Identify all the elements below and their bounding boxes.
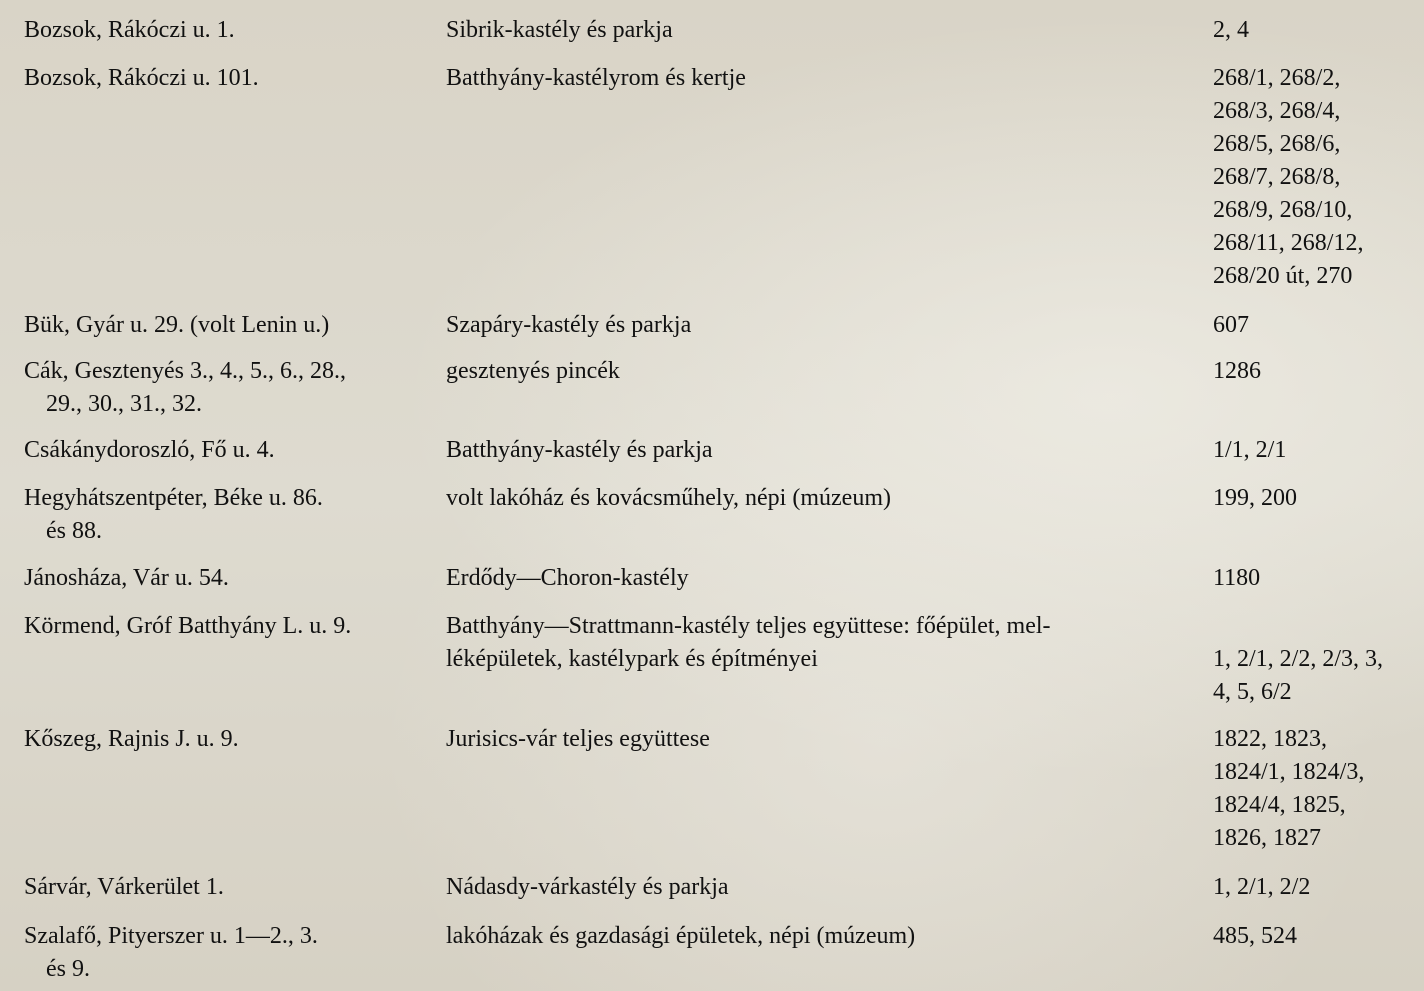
parcel-number-cell xyxy=(1213,309,1413,342)
monument-name-cell xyxy=(446,562,1206,595)
monument-name: léképületek, kastélypark és építményei xyxy=(446,646,818,672)
parcel-number-cell xyxy=(1213,62,1413,293)
parcel-numbers: 607 xyxy=(1213,312,1249,338)
parcel-numbers: 268/9, 268/10, xyxy=(1213,197,1353,223)
parcel-numbers: 268/20 út, 270 xyxy=(1213,263,1353,289)
parcel-numbers: 485, 524 xyxy=(1213,923,1297,949)
parcel-number-cell xyxy=(1213,355,1413,388)
location-line: Hegyhátszentpéter, Béke u. 86. xyxy=(24,485,323,511)
location-cell xyxy=(24,355,404,421)
location-line: Csákánydoroszló, Fő u. 4. xyxy=(24,437,275,463)
parcel-numbers: 1824/4, 1825, xyxy=(1213,792,1346,818)
monument-name: Batthyány—Strattmann-kastély teljes együttese: főépület, mel- xyxy=(446,613,1051,639)
parcel-numbers: 1286 xyxy=(1213,358,1261,384)
parcel-numbers: 199, 200 xyxy=(1213,485,1297,511)
parcel-numbers xyxy=(1213,610,1413,643)
location-cell xyxy=(24,434,404,467)
parcel-numbers: 1, 2/1, 2/2 xyxy=(1213,874,1311,900)
location-cell xyxy=(24,482,404,548)
monument-name: Szapáry-kastély és parkja xyxy=(446,312,692,338)
location-line: Jánosháza, Vár u. 54. xyxy=(24,565,229,591)
parcel-number-cell xyxy=(1213,920,1413,953)
location-cell xyxy=(24,14,404,47)
parcel-number-cell xyxy=(1213,610,1413,709)
location-line: Szalafő, Pityerszer u. 1—2., 3. xyxy=(24,923,318,949)
parcel-numbers: 1, 2/1, 2/2, 2/3, 3, xyxy=(1213,646,1384,672)
location-line: Kőszeg, Rajnis J. u. 9. xyxy=(24,726,239,752)
parcel-number-cell xyxy=(1213,482,1413,515)
location-line: és 9. xyxy=(46,956,90,982)
parcel-number-cell xyxy=(1213,434,1413,467)
parcel-numbers: 1180 xyxy=(1213,565,1261,591)
monument-name-cell xyxy=(446,871,1206,904)
location-line: Körmend, Gróf Batthyány L. u. 9. xyxy=(24,613,352,639)
location-cell xyxy=(24,920,404,986)
monument-name-cell xyxy=(446,920,1206,953)
parcel-number-cell xyxy=(1213,871,1413,904)
monument-name: lakóházak és gazdasági épületek, népi (múzeum) xyxy=(446,923,916,949)
parcel-number-cell xyxy=(1213,723,1413,855)
monument-name-cell xyxy=(446,723,1206,756)
monument-name-cell xyxy=(446,14,1206,47)
monument-name-cell xyxy=(446,309,1206,342)
parcel-numbers: 268/1, 268/2, xyxy=(1213,65,1341,91)
location-cell xyxy=(24,562,404,595)
parcel-numbers: 1826, 1827 xyxy=(1213,825,1321,851)
location-cell xyxy=(24,309,404,342)
parcel-numbers: 2, 4 xyxy=(1213,17,1249,43)
location-cell xyxy=(24,62,404,95)
location-line: Bozsok, Rákóczi u. 101. xyxy=(24,65,259,91)
parcel-numbers: 1824/1, 1824/3, xyxy=(1213,759,1365,785)
location-cell xyxy=(24,723,404,756)
monument-name: Jurisics-vár teljes együttese xyxy=(446,726,710,752)
monument-name-cell xyxy=(446,434,1206,467)
location-line: 29., 30., 31., 32. xyxy=(46,391,202,417)
location-line: és 88. xyxy=(46,518,102,544)
parcel-number-cell xyxy=(1213,14,1413,47)
location-cell xyxy=(24,871,404,904)
parcel-numbers: 4, 5, 6/2 xyxy=(1213,679,1292,705)
parcel-numbers: 268/3, 268/4, xyxy=(1213,98,1341,124)
monument-name: Sibrik-kastély és parkja xyxy=(446,17,673,43)
location-line: Bük, Gyár u. 29. (volt Lenin u.) xyxy=(24,312,330,338)
monument-name-cell xyxy=(446,62,1206,95)
monument-name-cell xyxy=(446,482,1206,515)
parcel-numbers: 268/5, 268/6, xyxy=(1213,131,1341,157)
monument-name: Batthyány-kastély és parkja xyxy=(446,437,713,463)
location-cell xyxy=(24,610,404,643)
location-line: Sárvár, Várkerület 1. xyxy=(24,874,224,900)
monument-name-cell xyxy=(446,610,1206,676)
monument-name: gesztenyés pincék xyxy=(446,358,620,384)
parcel-number-cell xyxy=(1213,562,1413,595)
monument-name: volt lakóház és kovácsműhely, népi (múzeum) xyxy=(446,485,891,511)
location-line: Bozsok, Rákóczi u. 1. xyxy=(24,17,235,43)
parcel-numbers: 268/7, 268/8, xyxy=(1213,164,1341,190)
parcel-numbers: 1/1, 2/1 xyxy=(1213,437,1287,463)
monument-name: Erdődy—Choron-kastély xyxy=(446,565,689,591)
parcel-numbers: 268/11, 268/12, xyxy=(1213,230,1364,256)
monument-name: Batthyány-kastélyrom és kertje xyxy=(446,65,746,91)
parcel-numbers: 1822, 1823, xyxy=(1213,726,1327,752)
location-line: Cák, Gesztenyés 3., 4., 5., 6., 28., xyxy=(24,358,346,384)
monument-name-cell xyxy=(446,355,1206,388)
monument-name: Nádasdy-várkastély és parkja xyxy=(446,874,729,900)
